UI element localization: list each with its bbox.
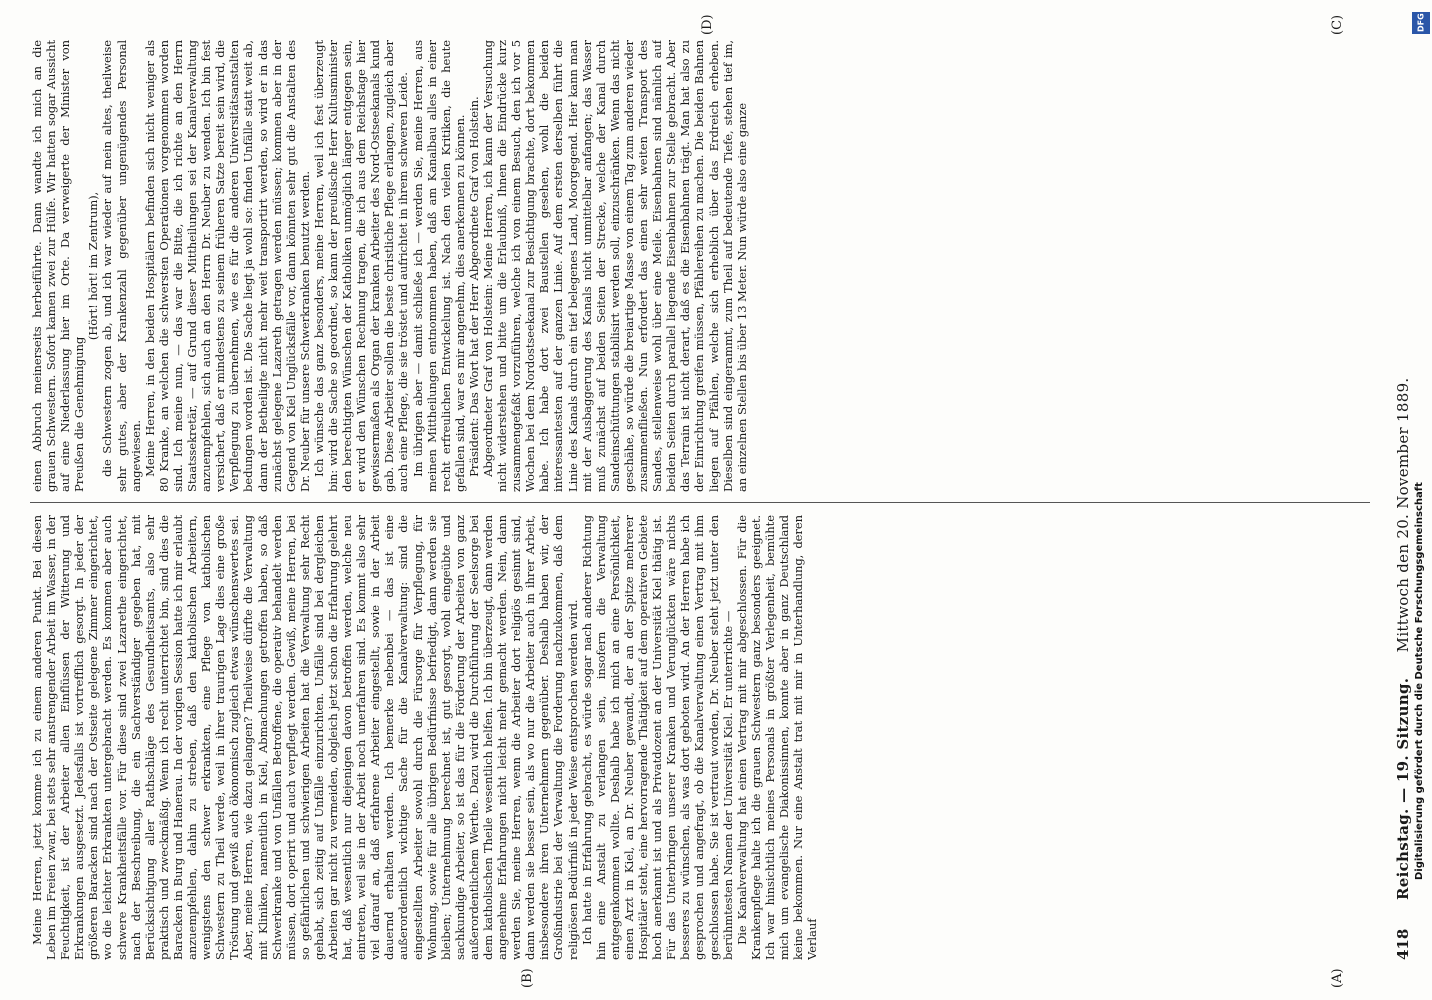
- header-date: Mittwoch den 20. November 1889.: [1394, 377, 1412, 653]
- page-number: 418: [1394, 928, 1412, 960]
- dfg-logo-text: DFG: [1416, 13, 1426, 33]
- margin-mark-b: (B): [520, 968, 535, 988]
- left-paragraph-2: Ich hatte in Erfahrung gebracht, es würde sogar nach anderer Richtung hin eine Anstalt zu verlangen sein, insofern die Verwaltung entgegenkommen wollte. Deshalb habe ich mich an eine Persönlichkeit, einen Arzt in Kiel, an Dr. Neuber gewandt, der an der Spitze mehrerer Hospitäler steht, eine hervorragende Thätigkeit auf dem operativen Gebiete hoch anerkannt ist und als Privatdozent an der Universität Kiel thätig ist. Für das Unterbringen unserer Kranken und Verunglückten wäre nichts besseres zu wünschen, als was dort geboten wird. An der Herren habe ich gesprochen und angefragt, ob die Kanalverwaltung einen Vertrag mit ihm geschlossen habe. Sie ist vertraut worden, Dr. Neuber steht jetzt unter den berühmtesten Namen der Universität Kiel. Er unterrichte —: [579, 515, 735, 960]
- left-column: [30, 515, 1370, 960]
- margin-mark-d: (D): [700, 14, 715, 35]
- page-header: [1388, 40, 1418, 960]
- right-paragraph-5: Im übrigen aber — damit schließe ich — werden Sie, meine Herren, aus meinen Mittheilungen entnommen haben, daß am Kanalbau alles in einer recht erfreulichen Entwickelung ist. Nach den vielen Kritiken, die heute gefallen sind, war es mir angenehm, dies anerkennen zu können.: [410, 40, 467, 492]
- right-interjection: (Hört! hört! im Zentrum),: [86, 191, 101, 341]
- right-paragraph-1: einen Abbruch meinerseits herbeiführte. Dann wandte ich mich an die grauen Schwestern. Sofort kamen zwei zur Hülfe. Wir hatten sogar Aussicht auf eine Niederlassung hier im Orte. Da verweigerte der Minister von Preußen die Genehmigung: [30, 40, 87, 492]
- left-paragraph-1: Meine Herren, jetzt komme ich zu einem anderen Punkt. Bei diesen Leben im Freien zwar, bei stets sehr anstrengender Arbeit im Wasser, in der Feuchtigkeit, ist der Arbeiter allen Einflüssen der Witterung und Erkrankungen ausgesetzt. Jedesfalls ist vortrefflich gesorgt. In jeder der größeren Baracken sind nach der Ostseite gelegene Zimmer eingerichtet, wo die leichter Erkrankten untergebracht werden. Es kommen aber auch schwere Krankheitsfälle vor. Für diese sind zwei Lazarethe eingerichtet, nach der Beschreibung, die ein Sachverständiger gegeben hat, mit Berücksichtigung aller Rathschläge des Gesundheitsamts, also sehr praktisch und zweckmäßig. Wenn ich recht unterrichtet bin, sind dies die Baracken in Burg und Hanerau. In der vorigen Session hatte ich mir erlaubt anzuempfehlen, dahin zu streben, daß den katholischen Arbeitern, wenigstens den schwer erkrankten, eine Pflege von katholischen Schwestern zu Theil werde, weil in ihrer traurigen Lage dies eine große Tröstung und gewiß auch ökonomisch zugleich etwas wünschenswertes sei. Aber, meine Herren, wie dazu gelangen? Theilweise dürfte die Verwaltung mit Kliniken, namentlich in Kiel, Abmachungen getroffen haben, so daß Schwerkranke und von Unfällen Betroffene, die operativ behandelt werden müssen, dort operirt und auch verpflegt werden. Gewiß, meine Herren, bei so gefährlichen und schwierigen Arbeiten hat die Verwaltung sehr Recht gehabt, sich zeitig auf Unfälle einzurichten. Unfälle sind bei dergleichen Arbeiten gar nicht zu vermeiden, obgleich jetzt schon die Erfahrung gelehrt hat, daß wesentlich nur diejenigen davon betroffen werden, welche neu eintreten, weil sie in der Arbeit noch unerfahren sind. Es kommt also sehr viel darauf an, daß erfahrene Arbeiter eingestellt, sowie in der Arbeit dauernd erhalten werden. Ich bemerke nebenbei — das ist eine außerordentlich wichtige Sache für die Kanalverwaltung: sind die eingestellten Arbeiter sowohl durch die Fürsorge für Verpflegung, für Wohnung, sowie für alle übrigen Bedürfnisse befriedigt, dann werden sie bleiben; Unternehmung berechnet ist, gut gesorgt, wohl eingeübte und sachkundige Arbeiter, so ist das für die Förderung der Arbeiten von ganz außerordentlichem Werthe. Dazu wird die Durchführung der Seelsorge bei dem katholischen Theile wesentlich helfen. Ich bin überzeugt, dann werden angenehme Erfahrungen nicht leicht mehr gemacht werden. Nein, dann werden Sie, meine Herren, wenn die Arbeiter dort religiös gesinnt sind, dann werden sie besser sein, als wo nur die Arbeiter auch in ihrer Arbeit, insbesondere ihren Unternehmern gegenüber. Deshalb haben wir, der Großindustrie bei der Verwaltung die Forderung nachzukommen, daß dem religiösen Bedürfniß in jeder Weise entsprochen werden wird.: [30, 515, 580, 960]
- right-paragraph-3: Meine Herren, in den beiden Hospitälern befinden sich nicht weniger als 80 Kranke, an welchen die schwersten Operationen vorgenommen worden sind. Ich meine nun, — das war die Bitte, die ich richte an den Herrn Staatssekretär, — auf Grund dieser Mittheilungen sei der Kanalverwaltung anzuempfehlen, sich auch an den Herrn Dr. Neuber zu wenden. Ich bin fest versichert, daß er mindestens zu seinem früheren Satze bereit sein wird, die Verpflegung zu übernehmen, wie es für die anderen Universitätsanstalten bedungen worden ist. Die Sache liegt ja wohl so: finden Unfälle statt weit ab, dann der Betheiligte nicht mehr weit transportirt werden, so wird er in das zunächst gelegene Lazareth getragen werden müssen; kommen aber in der Gegend von Kiel Unglücksfälle vor, dann könnten sehr gut die Anstalten des Dr. Neuber für unsere Schwerkranken benutzt werden.: [142, 40, 312, 492]
- digitization-note: Digitalisierung gefördert durch die Deutsche Forschungsgemeinschaft: [1414, 482, 1425, 880]
- margin-mark-c: (C): [1330, 14, 1345, 35]
- left-paragraph-3: Die Kanalverwaltung hat einen Vertrag mit mir abgeschlossen. Für die Krankenpflege halte ich die grauen Schwestern ganz besonders geeignet. Ich war hinsichtlich meines Personals in größter Verlegenheit, bemühte mich um evangelische Diakonissinnen, konnte aber in ganz Deutschland keine bekommen. Nur eine Anstalt trat mit mir in Unterhandlung, deren Verlauf: [734, 515, 820, 960]
- right-paragraph-4: Ich wünsche das ganz besonders, meine Herren, weil ich fest überzeugt bin: wird die Sache so geordnet, so kann der preußische Herr Kultusminister den berechtigten Wünschen der Katholiken unmöglich länger entgegen sein, er wird den Wünschen Rechnung tragen, die ich aus dem Reichstage hier gewissermaßen als Organ der kranken Arbeiter des Nord-Ostseekanals kund gab. Diese Arbeiter sollen die beste christliche Pflege erlangen, zugleich aber auch eine Pflege, die sie tröstet und aufrichtet in ihrem schweren Leide.: [311, 40, 411, 492]
- margin-mark-a: (A): [1330, 968, 1345, 988]
- right-paragraph-holstein: Abgeordneter Graf von Holstein: Meine Herren, ich kann der Versuchung nicht widerstehen und bitte um die Erlaubniß, Ihnen die Eindrücke kurz zusammengefaßt vorzuführen, welche ich von einem Besuch, den ich vor 5 Wochen bei dem Nordostseekanal zur Besichtigung brachte, dort bekommen habe. Ich habe dort zwei Baustellen gesehen, wohl die beiden interessantesten auf der ganzen Linie. Auf dem ersten derselben führt die Linie des Kanals durch ein tief belegenes Land, Moorgegend. Hier kann man mit der Ausbaggerung des Kanals nicht unmittelbar anfangen; das Wasser muß zunächst auf beiden Seiten der Strecke, welche der Kanal durch Sandeinschüttungen stabilisirt werden soll, einzuschränken. Wenn das nicht geschähe, so würde die breiartige Masse von einem Tag zum anderen wieder zusammenfließen. Nun erfordert das einen sehr weiten Transport des Sandes, stellenweise wohl über eine Meile. Eisenbahnen sind nämlich auf beiden Seiten durch parallel liegende Eisenbahnen zur Stelle gebracht. Aber das Terrain ist nicht derart, daß es die Eisenbahnen trägt. Man hat also zu der Einrichtung greifen müssen, Pfählereihen zu machen. Die beiden Bahnen liegen auf Pfählen, welche sich erheblich über das Erdreich erheben. Dieselben sind eingerammt, zum Theil auf bedeutende Tiefe, stehen tief im, an einzelnen Stellen bis über 13 Meter. Nun würde also eine ganze: [481, 40, 749, 492]
- header-title: [1394, 40, 1412, 920]
- header-section: Reichstag. — 19. Sitzung.: [1394, 677, 1412, 900]
- right-paragraph-president: Präsident: Das Wort hat der Herr Abgeordnete Graf von Holstein.: [466, 96, 481, 477]
- right-paragraph-2: die Schwestern zogen ab, und ich war wieder auf mein altes, theilweise sehr gutes, aber der Krankenzahl gegenüber ungenügendes Personal angewiesen.: [100, 40, 143, 492]
- column-divider: [30, 502, 1370, 503]
- right-column: [30, 40, 1370, 492]
